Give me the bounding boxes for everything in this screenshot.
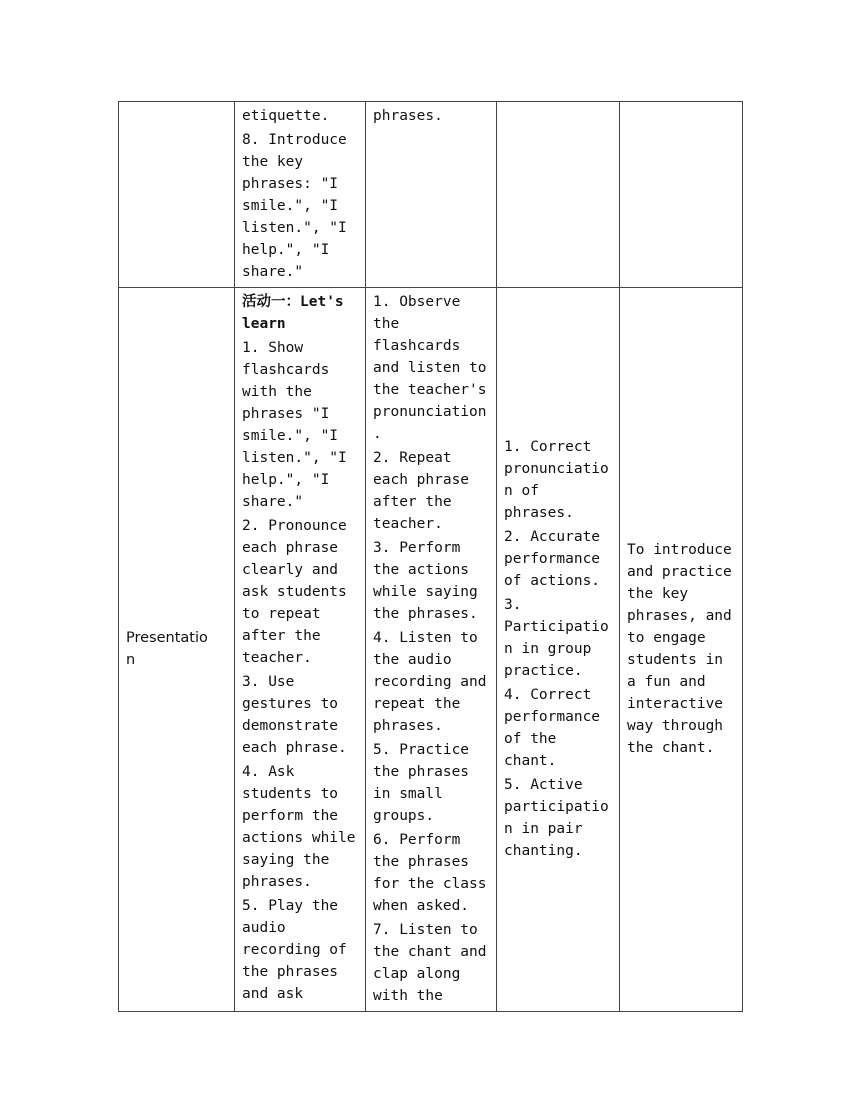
table-row	[119, 102, 743, 288]
student-step: 1. Observe the flashcards and listen to the teacher's pronunciation .	[373, 294, 487, 442]
teacher-activity-cell	[235, 288, 366, 1012]
teacher-step: 5. Play the audio recording of the phrases and ask	[242, 898, 347, 1002]
stage-cell	[119, 102, 235, 288]
lesson-plan-table	[118, 101, 743, 1012]
teacher-step: 3. Use gestures to demonstrate each phrase.	[242, 674, 347, 756]
student-step: 6. Perform the phrases for the class when asked.	[373, 832, 487, 914]
purpose-cell	[620, 288, 743, 1012]
student-step: 4. Listen to the audio recording and repeat the phrases.	[373, 630, 487, 734]
assessment-cell	[497, 102, 620, 288]
teacher-step: 8. Introduce the key phrases: "I smile.", "I listen.", "I help.", "I share."	[242, 132, 347, 280]
assessment-item: 1. Correct pronunciatio n of phrases.	[504, 439, 609, 521]
purpose-cell	[620, 102, 743, 288]
teacher-step: 2. Pronounce each phrase clearly and ask students to repeat after the teacher.	[242, 518, 347, 666]
teacher-step: 4. Ask students to perform the actions while saying the phrases.	[242, 764, 356, 890]
table-row	[119, 288, 743, 1012]
activity-heading: 活动一：Let's learn	[242, 294, 344, 332]
teacher-activity-cell	[235, 102, 366, 288]
assessment-item: 4. Correct performance of the chant.	[504, 687, 601, 769]
purpose-text: To introduce and practice the key phrases, and to engage students in a fun and interactive way through the chant.	[627, 542, 732, 756]
teacher-step: 1. Show flashcards with the phrases "I smile.", "I listen.", "I help.", "I share."	[242, 340, 347, 510]
assessment-cell	[497, 288, 620, 1012]
student-step: 5. Practice the phrases in small groups.	[373, 742, 470, 824]
student-step: 3. Perform the actions while saying the phrases.	[373, 540, 478, 622]
assessment-item: 5. Active participatio n in pair chanting.	[504, 777, 609, 859]
assessment-item: 2. Accurate performance of actions.	[504, 529, 601, 589]
stage-cell	[119, 288, 235, 1012]
student-activity-cell	[366, 288, 497, 1012]
teacher-step: etiquette.	[242, 108, 330, 124]
assessment-item: 3. Participatio n in group practice.	[504, 597, 609, 679]
student-activity-cell	[366, 102, 497, 288]
student-step: phrases.	[373, 108, 443, 124]
student-step: 7. Listen to the chant and clap along with the	[373, 922, 487, 1004]
student-step: 2. Repeat each phrase after the teacher.	[373, 450, 470, 532]
stage-label: Presentatio n	[126, 630, 208, 668]
